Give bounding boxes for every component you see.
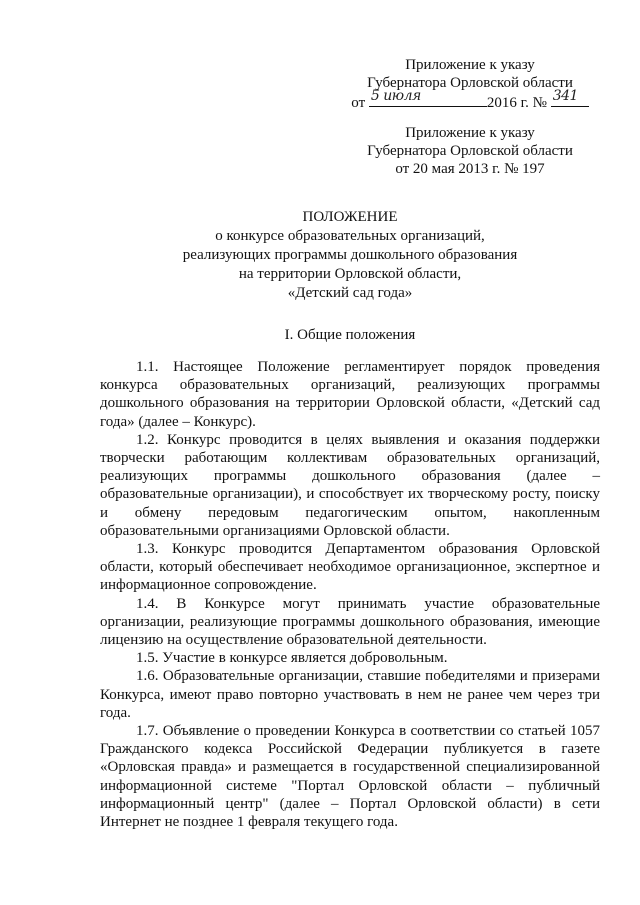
paragraph-1-5: 1.5. Участие в конкурсе является добровольным. <box>136 650 448 667</box>
appendix-header-new <box>340 56 600 112</box>
appendix-line-2: Губернатора Орловской области <box>367 75 573 91</box>
document-title <box>100 208 600 303</box>
paragraph-1-6: 1.6. Образовательные организации, ставшие победителями и призерами Конкурса, имеют право повторно участвовать в нем не ранее чем через три года. <box>100 668 600 721</box>
handwritten-date <box>369 88 487 107</box>
appendix-old-line-2: Губернатора Орловской области <box>367 143 573 159</box>
title-line-4: «Детский сад года» <box>287 285 413 301</box>
section-title: I. Общие положения <box>284 327 416 343</box>
appendix-date-line <box>340 88 600 112</box>
paragraph-1-4: 1.4. В Конкурсе могут принимать участие образовательные организации, реализующие программы дошкольного образования, имеющие лицензию на осуществление образовательной деятельности. <box>100 595 600 649</box>
title-heading: ПОЛОЖЕНИЕ <box>302 209 398 225</box>
title-line-2: реализующих программы дошкольного образования <box>182 247 518 263</box>
paragraph-1-2: 1.2. Конкурс проводится в целях выявления и оказания поддержки творчески работающим коллективам образовательных организаций, реализующих программы дошкольного образования (далее – образовательные организации), и способствует их творческому росту, поиску и обмену передовым педагогическим опытом, накопленным образовательными организациями Орловской области. <box>100 431 600 539</box>
title-line-1: о конкурсе образовательных организаций, <box>215 228 485 244</box>
appendix-old-line-1: Приложение к указу <box>405 125 535 141</box>
handwritten-number <box>551 88 589 107</box>
title-line-3: на территории Орловской области, <box>238 266 462 282</box>
paragraph-1-1: 1.1. Настоящее Положение регламентирует порядок проведения конкурса образовательных организаций, реализующих программы дошкольного образования на территории Орловской области, «Детский сад года» (далее – Конкурс). <box>100 359 600 430</box>
appendix-header-old <box>340 124 600 178</box>
handwritten-number-text: 341 <box>552 88 578 104</box>
date-prefix: от <box>351 95 366 111</box>
appendix-line-1: Приложение к указу <box>405 57 535 73</box>
date-suffix: 2016 г. № <box>486 95 547 111</box>
document-body <box>100 358 600 831</box>
paragraph-1-3: 1.3. Конкурс проводится Департаментом образования Орловской области, который обеспечивает необходимое организационное, экспертное и информационное сопровождение. <box>100 541 600 594</box>
handwritten-date-text: 5 июля <box>370 88 421 104</box>
appendix-old-line-3: от 20 мая 2013 г. № 197 <box>395 161 545 177</box>
paragraph-1-7: 1.7. Объявление о проведении Конкурса в соответствии со статьей 1057 Гражданского кодекса Российской Федерации публикуется в газете «Орловская правда» и размещается в государственной специализированной информационной системе "Портал Орловской области – публичный информационный центр" (далее – Портал Орловской области) в сети Интернет не позднее 1 февраля текущего года. <box>100 723 600 831</box>
